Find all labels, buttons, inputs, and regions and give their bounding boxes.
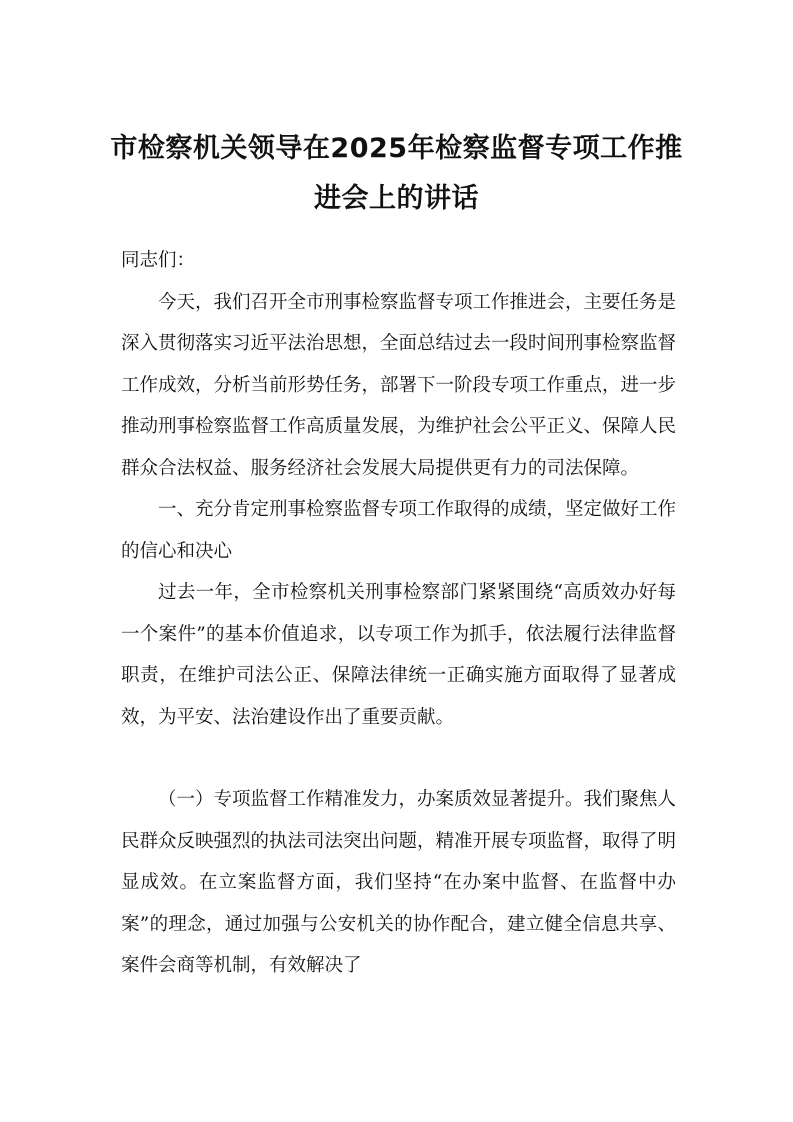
paragraph-achievements: 过去一年，全市检察机关刑事检察部门紧紧围绕“高质效办好每一个案件”的基本价值追求，以专项工作为抓手，依法履行法律监督职责，在维护司法公正、保障法律统一正确实施方面取得了显著成效，为平安、法治建设作出了重要贡献。 [121,582,676,728]
paragraph-opening: 今天，我们召开全市刑事检察监督专项工作推进会，主要任务是深入贯彻落实习近平法治思想，全面总结过去一段时间刑事检察监督工作成效，分析当前形势任务，部署下一阶段专项工作重点，进一步推动刑事检察监督工作高质量发展，为维护社会公平正义、保障人民群众合法权益、服务经济社会发展大局提供更有力的司法保障。 [121,291,677,479]
document-body [121,240,676,987]
section-heading-1: 一、充分肯定刑事检察监督专项工作取得的成绩，坚定做好工作的信心和决心 [121,499,677,562]
salutation: 同志们： [121,250,196,271]
document-title: 市检察机关领导在2025年检察监督专项工作推进会上的讲话 [110,133,683,214]
paragraph-subsection-1: （一）专项监督工作精准发力，办案质效显著提升。我们聚焦人民群众反映强烈的执法司法突出问题，精准开展专项监督，取得了明显成效。在立案监督方面，我们坚持“在办案中监督、在监督中办案”的理念，通过加强与公安机关的协作配合，建立健全信息共享、案件会商等机制，有效解决了 [121,789,677,976]
